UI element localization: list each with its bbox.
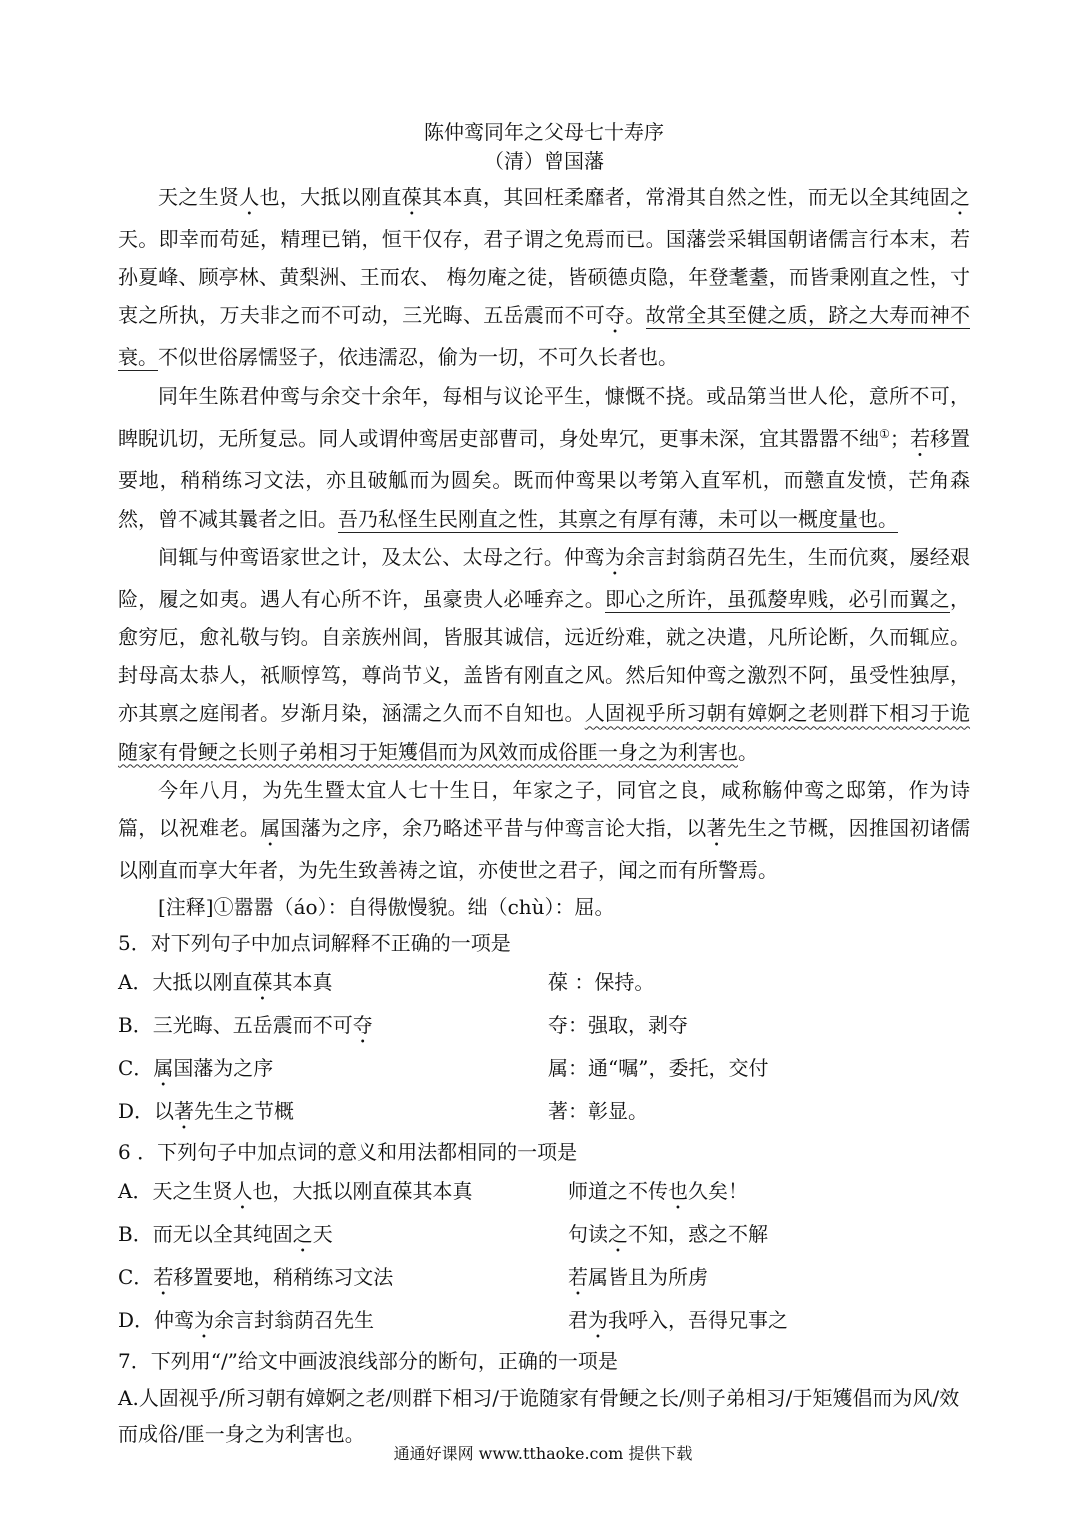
dotted-word: 为 <box>588 1308 608 1333</box>
text-run: 余言封翁荫召先生，生而伉爽，屡经艰险，履之如夷。遇人有心所不许，虽豪贵人必唾弃之。 <box>118 544 971 611</box>
dotted-word: 若 <box>153 1265 174 1290</box>
text-run: 我呼入，吾得兄事之 <box>608 1308 788 1333</box>
text-run: 先生之节概 <box>194 1099 295 1124</box>
text-run: 移置要地，稍稍练习文法 <box>173 1265 394 1290</box>
dotted-word: 之 <box>608 1222 628 1247</box>
text-run: 移置要地，稍稍练习文法，亦且破觚而为圆矣。既而仲鸾果以考第入直军机，而戆直发愤，芒角森然，曾不减其曩者之旧。 <box>118 426 971 531</box>
option-explanation: 属：通“嘱”，委托，交付 <box>548 1056 769 1081</box>
text-run: 其本真，其回枉柔靡者，常滑其自然之性，而无以全其纯固 <box>422 185 951 209</box>
dotted-word: 著 <box>706 816 727 841</box>
essay-title: 陈仲鸾同年之父母七十寿序 <box>424 120 664 144</box>
annotation-note: [注释]①嚣嚣（áo）：自得傲慢貌。绌（chù）：屈。 <box>158 895 615 920</box>
paragraph-4 <box>118 771 970 889</box>
dotted-word: 若 <box>568 1265 588 1290</box>
dotted-word: 属 <box>153 1056 174 1081</box>
text-run: 国藩为之序 <box>173 1056 274 1081</box>
text-run: 不知，惑之不解 <box>628 1222 768 1247</box>
text-run: 天 <box>312 1222 333 1247</box>
text-run: 天。即幸而苟延，精理已销，恒干仅存，君子谓之免焉而已。国藩尝采辑国朝诸儒言行本末，若孙夏峰、顾亭林、黄梨洲、王而农、 梅勿庵之徒，皆硕德贞隐，年登耄耋，而皆秉刚直之性，寸衷之所执，万夫非之而不可动，三光晦、五岳震而不可 <box>118 227 970 328</box>
question-6-stem: 6 ．下列句子中加点词的意义和用法都相同的一项是 <box>118 1140 578 1165</box>
underlined-sentence: 吾乃私怪生民刚直之性，其禀之有厚有薄，未可以一概度量也。 <box>338 506 898 531</box>
text-run: 君 <box>568 1308 588 1333</box>
dotted-word: 若 <box>909 426 930 451</box>
page-footer: 通通好课网 www.tthaoke.com 提供下载 <box>393 1444 693 1463</box>
question-6-option-d <box>118 1300 970 1343</box>
question-6-option-c <box>118 1257 970 1300</box>
dotted-word: 也 <box>668 1179 688 1204</box>
underlined-sentence: 即心之所许，虽孤嫠卑贱，必引而翼之 <box>605 586 951 611</box>
text-run: 先生之节概，因推国初诸儒以刚直而享大年者，为先生致善祷之谊，亦使世之君子，闻之而有所警焉。 <box>118 816 971 883</box>
text-run: 也，大抵以刚直葆其本真 <box>252 1179 473 1204</box>
question-6-option-a <box>118 1171 970 1214</box>
text-run: ，愈穷厄，愈礼敬与钧。自亲族州闾，皆服其诚信，远近纷难，就之决遣，凡所论断，久而辄应。封母高太恭人，祇顺惇笃，尊尚节义，盖皆有刚直之风。然后知仲鸾之激烈不阿，虽受性独厚，亦其禀之庭闱者。岁渐月染，涵濡之久而不自知也。 <box>118 586 971 726</box>
dotted-word: 人 <box>239 185 260 209</box>
text-run: C． <box>118 1265 154 1290</box>
text-run: C． <box>118 1056 154 1081</box>
dotted-word: 葆 <box>401 185 423 209</box>
text-run: 久矣！ <box>688 1179 748 1204</box>
question-5-option-b <box>118 1005 970 1048</box>
wavy-underlined-passage: 人固视乎所习朝有嫜婀之老则群下相习于诡随家有骨鲠之长则子弟相习于矩矱倡而为风效而成俗匪一身之为利害也 <box>118 701 971 764</box>
dotted-word: 之 <box>292 1222 313 1247</box>
text-run: B．三光晦、五岳震而不可 <box>118 1013 353 1038</box>
question-5-stem: 5．对下列句子中加点词解释不正确的一项是 <box>118 931 511 956</box>
text-run: 其本真 <box>272 970 333 995</box>
text-run: 天之生贤 <box>158 185 240 209</box>
text-run: A．天之生贤 <box>118 1179 233 1204</box>
paragraph-2 <box>118 377 970 538</box>
dotted-word: 为 <box>604 544 626 569</box>
text-run: 今年八月，为先生暨太宜人七十生日，年家之子，同官之良，咸称觞仲鸾之邸第，作为诗篇，以祝难老。 <box>118 777 970 841</box>
text-run: ； <box>889 426 910 451</box>
text-run: 。 <box>738 739 758 764</box>
text-run: 余言封翁荫召先生 <box>214 1308 375 1333</box>
question-5-option-a <box>118 962 970 1005</box>
text-run: 国藩为之序，余乃略述平昔与仲鸾言论大指，以 <box>280 816 707 841</box>
dotted-word: 人 <box>232 1179 253 1204</box>
question-7-option-a: A.人固视乎/所习朝有嫜婀之老/则群下相习/于诡随家有骨鲠之长/则子弟相习/于矩矱倡而为风/效而成俗/匪一身之为利害也。 <box>118 1386 960 1447</box>
paragraph-1 <box>118 178 970 377</box>
dotted-word: 为 <box>194 1308 215 1333</box>
footnote-marker: ① <box>879 426 890 441</box>
document-page <box>118 118 970 1452</box>
text-run: 师道之不传 <box>568 1179 668 1204</box>
text-run: 。 <box>625 303 646 328</box>
option-explanation: 夺：强取，剥夺 <box>548 1013 688 1038</box>
text-run: 也，大抵以刚直 <box>259 185 402 209</box>
dotted-word: 属 <box>260 816 281 841</box>
dotted-word: 之 <box>950 185 971 209</box>
text-run: 不似世俗孱懦竖子，依违濡忍，偷为一切，不可久长者也。 <box>158 345 678 370</box>
paragraph-3 <box>118 538 970 771</box>
text-run: D．仲鸾 <box>118 1308 195 1333</box>
question-5-option-d <box>118 1091 970 1134</box>
question-6-option-b <box>118 1214 970 1257</box>
question-5-option-c <box>118 1048 970 1091</box>
text-run: B．而无以全其纯固 <box>118 1222 293 1247</box>
option-explanation: 葆 ：保持。 <box>548 970 655 995</box>
dotted-word: 著 <box>174 1099 195 1124</box>
option-explanation: 著：彰显。 <box>548 1099 648 1124</box>
text-run: 句读 <box>568 1222 608 1247</box>
dotted-word: 葆 <box>252 970 273 995</box>
underlined-sentence: 故常全其至健之质，跻之大寿而神不衰。 <box>118 303 971 370</box>
text-run: 同年生陈君仲鸾与余交十余年，每相与议论平生，慷慨不挠。或品第当世人伦，意所不可，睥睨讥切，无所复忌。同人或谓仲鸾居吏部曹司，身处卑冗，更事未深，宜其嚣嚣不绌 <box>118 383 970 451</box>
essay-author: （清）曾国藩 <box>484 149 604 173</box>
dotted-word: 夺 <box>352 1013 373 1038</box>
question-7-stem: 7．下列用“/”给文中画波浪线部分的断句，正确的一项是 <box>118 1349 618 1374</box>
dotted-word: 夺 <box>605 303 626 328</box>
text-run: 属皆且为所虏 <box>588 1265 708 1290</box>
text-run: A．大抵以刚直 <box>118 970 253 995</box>
text-run: D．以 <box>118 1099 175 1124</box>
text-run: 间辄与仲鸾语家世之计，及太公、太母之行。仲鸾 <box>158 544 605 569</box>
